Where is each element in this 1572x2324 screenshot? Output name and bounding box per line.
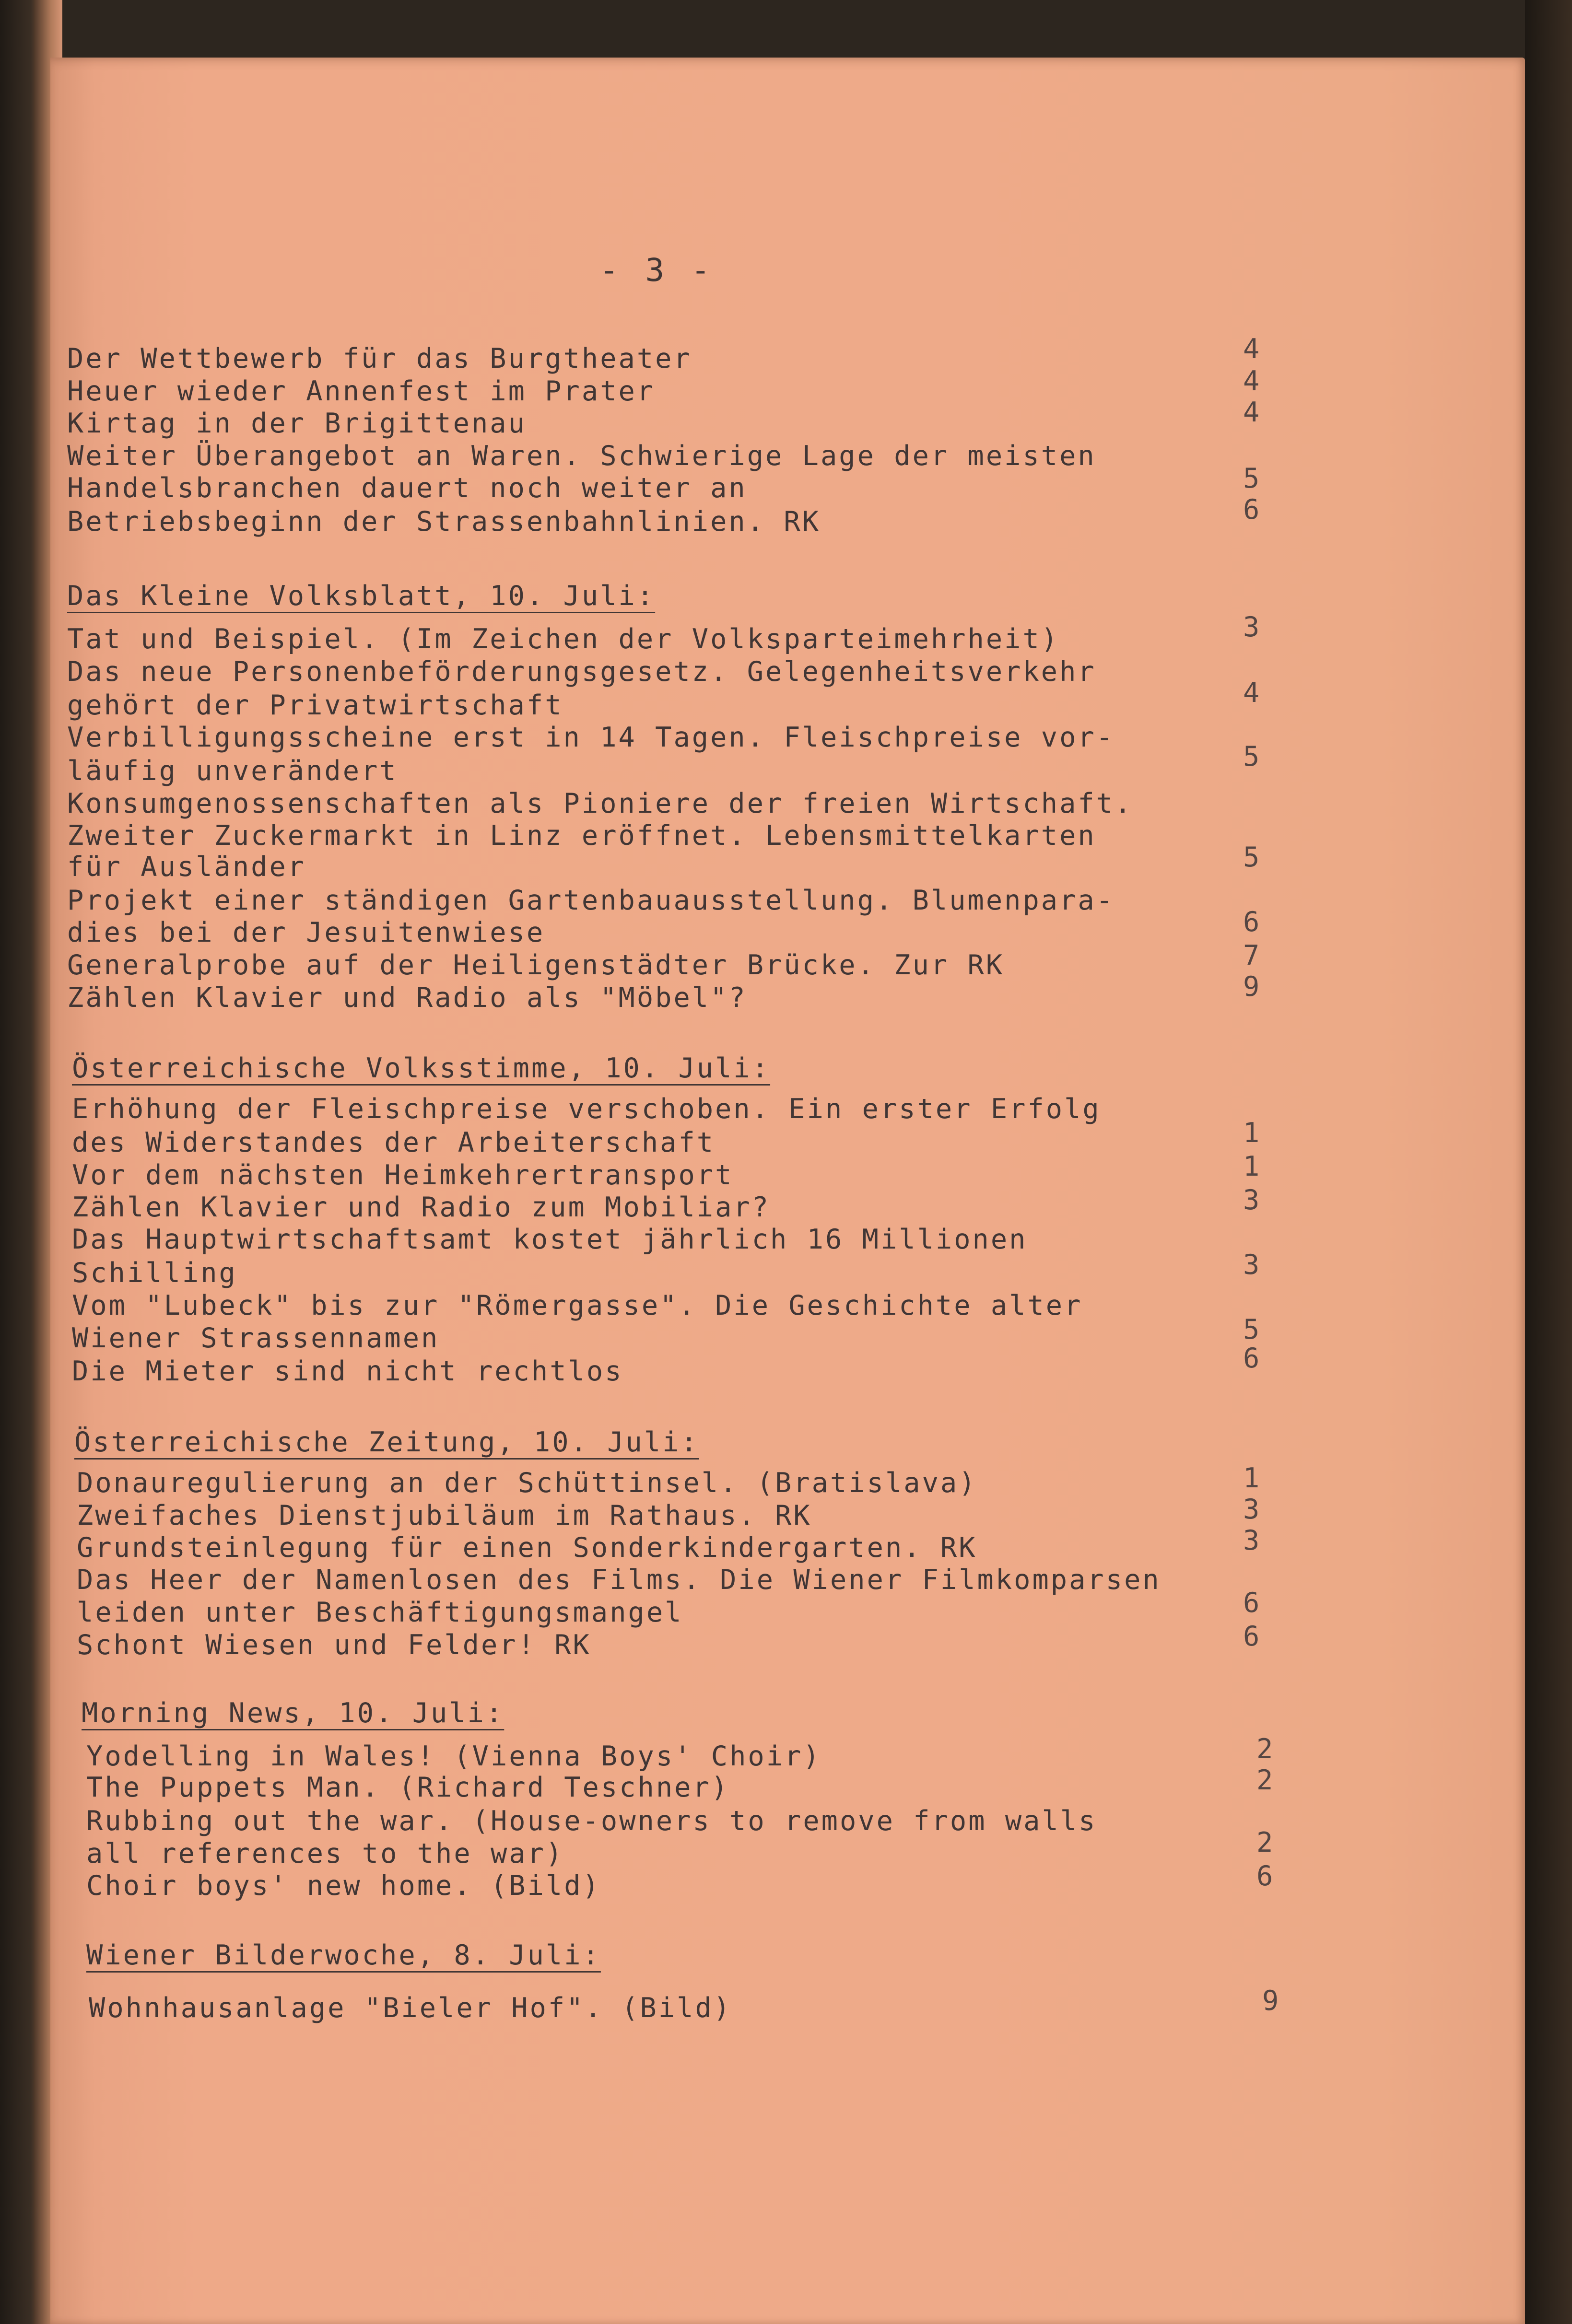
list-item: Grundsteinlegung für einen Sonderkindergarten. RK [77,1532,977,1564]
page-ref: 9 [1262,1985,1279,2017]
list-item: Die Mieter sind nicht rechtlos [72,1355,623,1387]
list-item: Der Wettbewerb für das Burgtheater [67,343,692,374]
page-ref: 5 [1243,463,1260,494]
page-ref: 7 [1243,940,1260,971]
list-item: Rubbing out the war. (House-owners to remove from walls [86,1805,1097,1837]
list-item: Donauregulierung an der Schüttinsel. (Bratislava) [77,1467,977,1499]
list-item: läufig unverändert [67,755,398,787]
list-item: Das Heer der Namenlosen des Films. Die Wiener Filmkomparsen [77,1564,1161,1596]
list-item: Choir boys' new home. (Bild) [86,1870,601,1902]
list-item: Das Hauptwirtschaftsamt kostet jährlich 16 Millionen [72,1224,1028,1255]
page-ref: 5 [1243,1314,1260,1345]
list-item: Weiter Überangebot an Waren. Schwierige Lage der meisten [67,440,1096,472]
list-item: Schilling [72,1257,237,1289]
page-ref: 2 [1256,1764,1273,1796]
list-item: für Ausländer [67,851,306,883]
list-item: des Widerstandes der Arbeiterschaft [72,1127,716,1158]
page-ref: 6 [1256,1860,1273,1892]
page-ref: 2 [1256,1733,1273,1765]
list-item: gehört der Privatwirtschaft [67,689,563,721]
page-ref: 5 [1243,841,1260,873]
section-title: Das Kleine Volksblatt, 10. Juli: [67,580,656,612]
page-number: - 3 - [599,252,714,289]
list-item: Zweifaches Dienstjubiläum im Rathaus. RK [77,1500,812,1531]
list-item: Vor dem nächsten Heimkehrertransport [72,1159,734,1191]
page-ref: 2 [1256,1827,1273,1858]
page-ref: 3 [1243,1249,1260,1281]
list-item: Handelsbranchen dauert noch weiter an [67,472,747,504]
list-item: Tat und Beispiel. (Im Zeichen der Volksparteimehrheit) [67,623,1060,655]
page-ref: 9 [1243,971,1260,1003]
page-ref: 4 [1243,677,1260,709]
list-item: Zählen Klavier und Radio als "Möbel"? [67,982,747,1014]
list-item: dies bei der Jesuitenwiese [67,917,545,948]
page-ref: 4 [1243,397,1260,428]
section-title: Österreichische Zeitung, 10. Juli: [74,1426,699,1458]
list-item: Zweiter Zuckermarkt in Linz eröffnet. Lebensmittelkarten [67,820,1096,852]
page-ref: 3 [1243,611,1260,643]
list-item: leiden unter Beschäftigungsmangel [77,1597,683,1628]
list-item: Heuer wieder Annenfest im Prater [67,375,656,407]
page-ref: 6 [1243,1587,1260,1619]
page-ref: 3 [1243,1184,1260,1216]
list-item: Verbilligungsscheine erst in 14 Tagen. Fleischpreise vor- [67,722,1115,753]
scan-right-edge [1525,0,1572,2324]
list-item: all references to the war) [86,1838,564,1869]
list-item: Wohnhausanlage "Bieler Hof". (Bild) [89,1992,732,2024]
page-ref: 3 [1243,1525,1260,1556]
page-ref: 6 [1243,494,1260,526]
section-title: Österreichische Volksstimme, 10. Juli: [72,1052,771,1084]
list-item: Vom "Lubeck" bis zur "Römergasse". Die Geschichte alter [72,1290,1083,1321]
section-title: Wiener Bilderwoche, 8. Juli: [86,1939,601,1971]
list-item: Projekt einer ständigen Gartenbauausstellung. Blumenpara- [67,885,1115,916]
list-item: Betriebsbeginn der Strassenbahnlinien. RK [67,506,821,537]
list-item: Schont Wiesen und Felder! RK [77,1629,591,1661]
list-item: Generalprobe auf der Heiligenstädter Brücke. Zur RK [67,949,1005,981]
list-item: Das neue Personenbeförderungsgesetz. Gelegenheitsverkehr [67,656,1096,688]
list-item: Erhöhung der Fleischpreise verschoben. Ein erster Erfolg [72,1093,1101,1125]
page-ref: 6 [1243,906,1260,938]
page-ref: 1 [1243,1151,1260,1182]
list-item: Konsumgenossenschaften als Pioniere der freien Wirtschaft. [67,788,1133,819]
page-ref: 1 [1243,1117,1260,1149]
page-ref: 3 [1243,1494,1260,1525]
page-ref: 1 [1243,1462,1260,1494]
list-item: Yodelling in Wales! (Vienna Boys' Choir) [86,1740,821,1772]
page-ref: 5 [1243,741,1260,772]
list-item: Zählen Klavier und Radio zum Mobiliar? [72,1191,771,1223]
page-ref: 6 [1243,1621,1260,1652]
list-item: Wiener Strassennamen [72,1322,440,1354]
list-item: Kirtag in der Brigittenau [67,408,527,439]
section-title: Morning News, 10. Juli: [82,1697,504,1729]
list-item: The Puppets Man. (Richard Teschner) [86,1772,730,1803]
page-ref: 6 [1243,1343,1260,1374]
page-ref: 4 [1243,365,1260,397]
page-ref: 4 [1243,333,1260,365]
